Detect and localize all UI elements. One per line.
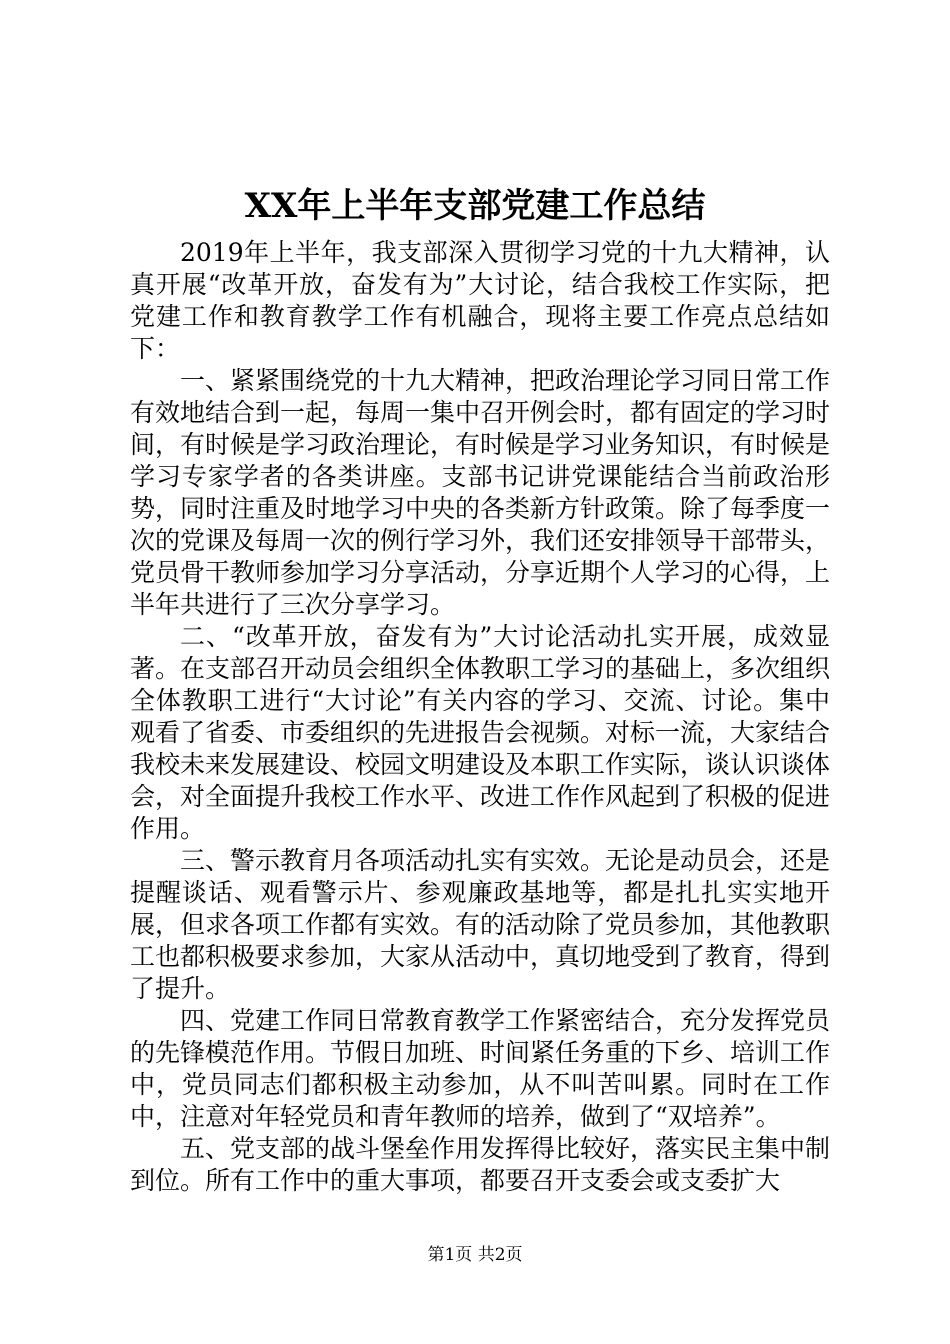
paragraph-section-2: 二、“改革开放，奋发有为”大讨论活动扎实开展，成效显著。在支部召开动员会组织全体教职工学习的基础上，多次组织全体教职工进行“大讨论”有关内容的学习、交流、讨论。集中观看了省委、市委组织的先进报告会视频。对标一流，大家结合我校未来发展建设、校园文明建设及本职工作实际，谈认识谈体会，对全面提升我校工作水平、改进工作作风起到了积极的促进作用。 [130, 622, 831, 843]
page-number-footer: 第1页 共2页 [427, 1245, 523, 1265]
paragraph-section-5: 五、党支部的战斗堡垒作用发挥得比较好，落实民主集中制到位。所有工作中的重大事项，都要召开支委会或支委扩大 [130, 1134, 831, 1195]
paragraph-intro: 2019年上半年，我支部深入贯彻学习党的十九大精神，认真开展“改革开放，奋发有为”大讨论，结合我校工作实际，把党建工作和教育教学工作有机融合，现将主要工作亮点总结如下： [130, 238, 830, 363]
document-body [130, 237, 830, 1197]
document-title: XX年上半年支部党建工作总结 [244, 186, 706, 226]
paragraph-section-3: 三、警示教育月各项活动扎实有实效。无论是动员会，还是提醒谈话、观看警示片、参观廉政基地等，都是扎扎实实地开展，但求各项工作都有实效。有的活动除了党员参加，其他教职工也都积极要求参加，大家从活动中，真切地受到了教育，得到了提升。 [130, 846, 831, 1003]
paragraph-section-4: 四、党建工作同日常教育教学工作紧密结合，充分发挥党员的先锋模范作用。节假日加班、时间紧任务重的下乡、培训工作中，党员同志们都积极主动参加，从不叫苦叫累。同时在工作中，注意对年轻党员和青年教师的培养，做到了“双培养”。 [130, 1006, 831, 1131]
paragraph-section-1: 一、紧紧围绕党的十九大精神，把政治理论学习同日常工作有效地结合到一起，每周一集中召开例会时，都有固定的学习时间，有时候是学习政治理论，有时候是学习业务知识，有时候是学习专家学者的各类讲座。支部书记讲党课能结合当前政治形势，同时注重及时地学习中央的各类新方针政策。除了每季度一次的党课及每周一次的例行学习外，我们还安排领导干部带头，党员骨干教师参加学习分享活动，分享近期个人学习的心得，上半年共进行了三次分享学习。 [130, 366, 831, 619]
